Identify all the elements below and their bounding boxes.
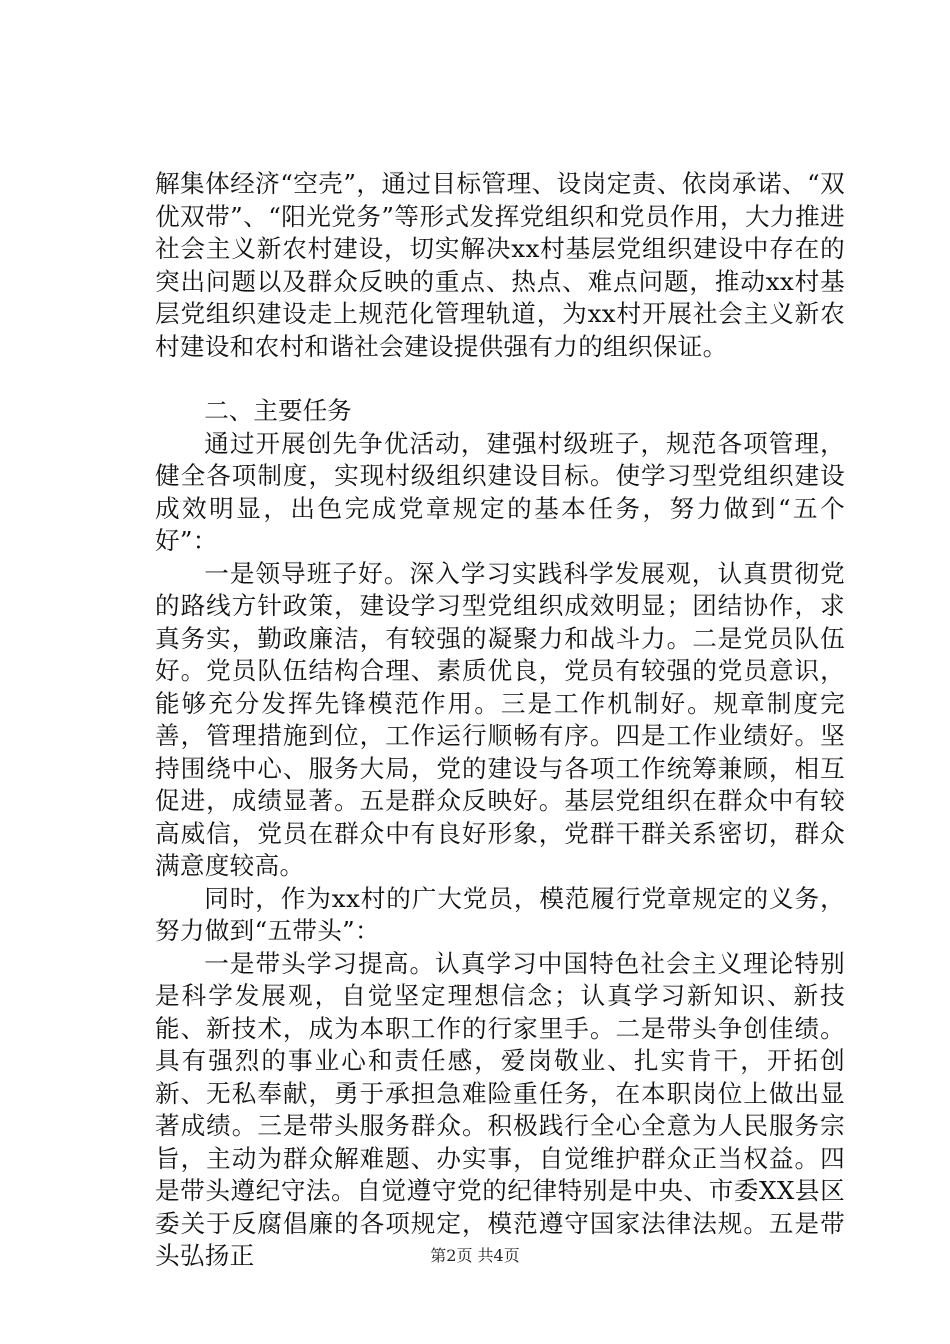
paragraph-five-leads-intro: 同时，作为xx村的广大党员，模范履行党章规定的义务，努力做到“五带头”： bbox=[155, 883, 845, 945]
section-heading-main-tasks: 二、主要任务 bbox=[204, 396, 352, 425]
paragraph-collective-economy: 解集体经济“空壳”，通过目标管理、设岗定责、依岗承诺、“双优双带”、“阳光党务”等形式发挥党组织和党员作用，大力推进社会主义新农村建设，切实解决xx村基层党组织建设中存在的突出问题以及群众反映的重点、热点、难点问题，推动xx村基层党组织建设走上规范化管理轨道，为xx村开展社会主义新农村建设和农村和谐社会建设提供强有力的组织保证。 bbox=[155, 169, 845, 361]
paragraph-spacer bbox=[155, 363, 845, 395]
paragraph-five-goods-intro: 通过开展创先争优活动，建强村级班子，规范各项管理，健全各项制度，实现村级组织建设目标。使学习型党组织建设成效明显，出色完成党章规定的基本任务，努力做到“五个好”： bbox=[155, 428, 845, 555]
paragraph-five-goods-detail: 一是领导班子好。深入学习实践科学发展观，认真贯彻党的路线方针政策，建设学习型党组织成效明显；团结协作，求真务实，勤政廉洁，有较强的凝聚力和战斗力。二是党员队伍好。党员队伍结构合理、素质优良，党员有较强的党员意识，能够充分发挥先锋模范作用。三是工作机制好。规章制度完善，管理措施到位，工作运行顺畅有序。四是工作业绩好。坚持围绕中心、服务大局，党的建设与各项工作统筹兼顾，相互促进，成绩显著。五是群众反映好。基层党组织在群众中有较高威信，党员在群众中有良好形象，党群干群关系密切，群众满意度较高。 bbox=[155, 558, 845, 880]
document-body bbox=[155, 168, 845, 1273]
paragraph-five-leads-detail: 一是带头学习提高。认真学习中国特色社会主义理论特别是科学发展观，自觉坚定理想信念；认真学习新知识、新技能、新技术，成为本职工作的行家里手。二是带头争创佳绩。具有强烈的事业心和责任感，爱岗敬业、扎实肯干，开拓创新、无私奉献，勇于承担急难险重任务，在本职岗位上做出显著成绩。三是带头服务群众。积极践行全心全意为人民服务宗旨，主动为群众解难题、办实事，自觉维护群众正当权益。四是带头遵纪守法。自觉遵守党的纪律特别是中央、市委XX县区委关于反腐倡廉的各项规定，模范遵守国家法律法规。五是带头弘扬正 bbox=[155, 948, 845, 1270]
page-number-footer: 第2页 共4页 bbox=[430, 1246, 520, 1265]
